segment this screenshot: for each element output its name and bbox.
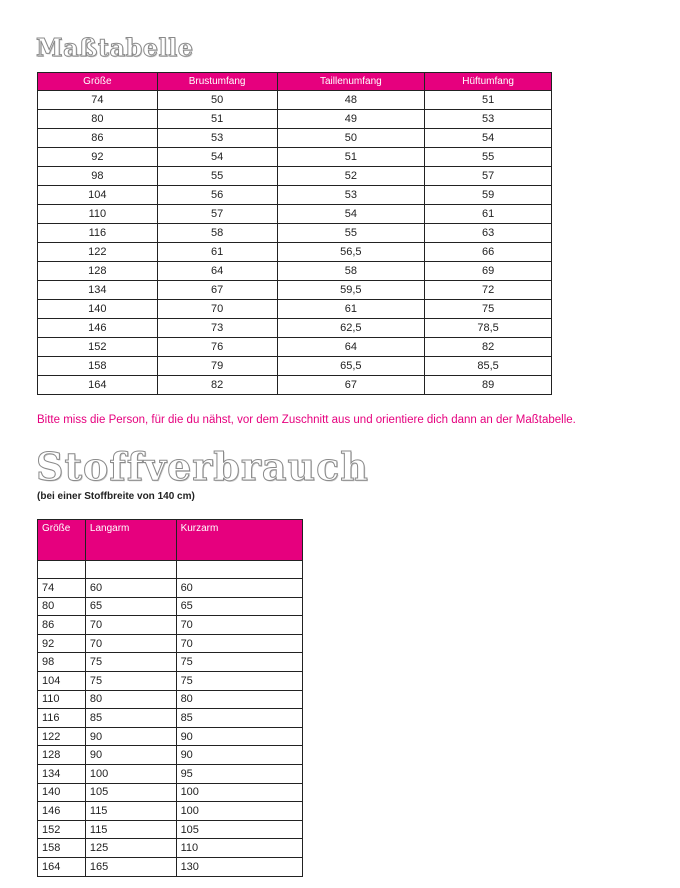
table-cell: 60 bbox=[176, 579, 302, 598]
table-cell: 63 bbox=[425, 224, 552, 243]
table-cell: 59,5 bbox=[277, 281, 425, 300]
table-cell: 89 bbox=[425, 376, 552, 395]
table-cell: 105 bbox=[176, 820, 302, 839]
table-cell: 90 bbox=[85, 727, 176, 746]
table-cell: 58 bbox=[277, 262, 425, 281]
table-cell: 90 bbox=[85, 746, 176, 765]
table-cell: 73 bbox=[157, 319, 277, 338]
table-cell: 152 bbox=[38, 338, 158, 357]
table-cell: 115 bbox=[85, 820, 176, 839]
table-cell: 69 bbox=[425, 262, 552, 281]
table-row bbox=[38, 709, 303, 728]
spacer-cell bbox=[38, 561, 86, 579]
header-chest: Brustumfang bbox=[157, 73, 277, 91]
table-cell: 65 bbox=[85, 597, 176, 616]
table-cell: 51 bbox=[157, 110, 277, 129]
table-cell: 122 bbox=[38, 727, 86, 746]
table-cell: 82 bbox=[425, 338, 552, 357]
table-cell: 76 bbox=[157, 338, 277, 357]
table-cell: 104 bbox=[38, 671, 86, 690]
table-cell: 74 bbox=[38, 91, 158, 110]
table-row bbox=[38, 764, 303, 783]
header-long-sleeve: Langarm bbox=[85, 520, 176, 561]
table-cell: 134 bbox=[38, 281, 158, 300]
table-row bbox=[38, 634, 303, 653]
table-cell: 158 bbox=[38, 357, 158, 376]
table-cell: 92 bbox=[38, 148, 158, 167]
table-cell: 51 bbox=[425, 91, 552, 110]
table-cell: 75 bbox=[176, 653, 302, 672]
table-cell: 165 bbox=[85, 857, 176, 876]
table-row bbox=[38, 376, 552, 395]
table-cell: 70 bbox=[85, 616, 176, 635]
table-row bbox=[38, 820, 303, 839]
table-cell: 100 bbox=[176, 802, 302, 821]
table-cell: 65,5 bbox=[277, 357, 425, 376]
table-cell: 54 bbox=[157, 148, 277, 167]
measurement-table bbox=[37, 72, 552, 395]
table-cell: 90 bbox=[176, 727, 302, 746]
table-row bbox=[38, 727, 303, 746]
table-cell: 54 bbox=[425, 129, 552, 148]
table-row bbox=[38, 357, 552, 376]
table-cell: 57 bbox=[425, 167, 552, 186]
table-row bbox=[38, 783, 303, 802]
table-cell: 70 bbox=[85, 634, 176, 653]
table-cell: 146 bbox=[38, 319, 158, 338]
table-cell: 61 bbox=[277, 300, 425, 319]
table-cell: 72 bbox=[425, 281, 552, 300]
table-cell: 59 bbox=[425, 186, 552, 205]
table-cell: 57 bbox=[157, 205, 277, 224]
table-cell: 62,5 bbox=[277, 319, 425, 338]
spacer-cell bbox=[176, 561, 302, 579]
table-row bbox=[38, 186, 552, 205]
table-cell: 130 bbox=[176, 857, 302, 876]
table-cell: 128 bbox=[38, 746, 86, 765]
table-cell: 146 bbox=[38, 802, 86, 821]
table-cell: 105 bbox=[85, 783, 176, 802]
table-cell: 140 bbox=[38, 300, 158, 319]
table-row bbox=[38, 597, 303, 616]
table-cell: 82 bbox=[157, 376, 277, 395]
table-cell: 74 bbox=[38, 579, 86, 598]
table-cell: 98 bbox=[38, 653, 86, 672]
table-cell: 65 bbox=[176, 597, 302, 616]
table-cell: 92 bbox=[38, 634, 86, 653]
header-hip: Hüftumfang bbox=[425, 73, 552, 91]
table-row bbox=[38, 281, 552, 300]
table-cell: 115 bbox=[85, 802, 176, 821]
table-cell: 116 bbox=[38, 224, 158, 243]
table-row bbox=[38, 857, 303, 876]
table-cell: 122 bbox=[38, 243, 158, 262]
table-cell: 70 bbox=[176, 634, 302, 653]
table-cell: 80 bbox=[38, 597, 86, 616]
fabric-table-header bbox=[38, 520, 303, 561]
table-cell: 75 bbox=[85, 671, 176, 690]
table-cell: 49 bbox=[277, 110, 425, 129]
table-cell: 64 bbox=[157, 262, 277, 281]
table-cell: 53 bbox=[157, 129, 277, 148]
spacer-row bbox=[38, 561, 303, 579]
table-cell: 134 bbox=[38, 764, 86, 783]
table-row bbox=[38, 653, 303, 672]
masstabelle-title: Maßtabelle bbox=[36, 33, 194, 62]
header-waist: Taillenumfang bbox=[277, 73, 425, 91]
table-cell: 85,5 bbox=[425, 357, 552, 376]
table-cell: 53 bbox=[425, 110, 552, 129]
fabric-width-note: (bei einer Stoffbreite von 140 cm) bbox=[37, 491, 195, 502]
fabric-table bbox=[37, 519, 303, 877]
table-row bbox=[38, 579, 303, 598]
table-cell: 86 bbox=[38, 129, 158, 148]
header-size: Größe bbox=[38, 73, 158, 91]
table-row bbox=[38, 205, 552, 224]
table-cell: 98 bbox=[38, 167, 158, 186]
table-cell: 80 bbox=[38, 110, 158, 129]
table-cell: 140 bbox=[38, 783, 86, 802]
spacer-cell bbox=[85, 561, 176, 579]
table-cell: 56 bbox=[157, 186, 277, 205]
table-row bbox=[38, 802, 303, 821]
table-cell: 80 bbox=[85, 690, 176, 709]
table-cell: 54 bbox=[277, 205, 425, 224]
table-row bbox=[38, 746, 303, 765]
table-cell: 116 bbox=[38, 709, 86, 728]
table-cell: 164 bbox=[38, 376, 158, 395]
table-cell: 158 bbox=[38, 839, 86, 858]
table-cell: 104 bbox=[38, 186, 158, 205]
table-cell: 53 bbox=[277, 186, 425, 205]
table-cell: 110 bbox=[38, 690, 86, 709]
table-row bbox=[38, 671, 303, 690]
table-row bbox=[38, 243, 552, 262]
table-cell: 64 bbox=[277, 338, 425, 357]
table-cell: 61 bbox=[157, 243, 277, 262]
table-cell: 128 bbox=[38, 262, 158, 281]
table-cell: 78,5 bbox=[425, 319, 552, 338]
table-row bbox=[38, 110, 552, 129]
table-cell: 85 bbox=[85, 709, 176, 728]
measurement-table-header bbox=[38, 73, 552, 91]
measure-note: Bitte miss die Person, für die du nähst, vor dem Zuschnitt aus und orientiere dich dann an der Maßtabelle. bbox=[37, 414, 576, 426]
table-row bbox=[38, 129, 552, 148]
table-cell: 80 bbox=[176, 690, 302, 709]
table-cell: 56,5 bbox=[277, 243, 425, 262]
table-cell: 110 bbox=[176, 839, 302, 858]
table-row bbox=[38, 300, 552, 319]
table-cell: 67 bbox=[157, 281, 277, 300]
table-cell: 86 bbox=[38, 616, 86, 635]
table-cell: 70 bbox=[157, 300, 277, 319]
table-cell: 55 bbox=[157, 167, 277, 186]
table-row bbox=[38, 148, 552, 167]
table-cell: 110 bbox=[38, 205, 158, 224]
table-row bbox=[38, 224, 552, 243]
table-cell: 70 bbox=[176, 616, 302, 635]
table-cell: 51 bbox=[277, 148, 425, 167]
table-cell: 79 bbox=[157, 357, 277, 376]
table-cell: 164 bbox=[38, 857, 86, 876]
table-cell: 100 bbox=[85, 764, 176, 783]
table-cell: 48 bbox=[277, 91, 425, 110]
table-cell: 85 bbox=[176, 709, 302, 728]
table-row bbox=[38, 616, 303, 635]
table-cell: 61 bbox=[425, 205, 552, 224]
table-cell: 58 bbox=[157, 224, 277, 243]
table-row bbox=[38, 91, 552, 110]
table-cell: 90 bbox=[176, 746, 302, 765]
table-cell: 50 bbox=[277, 129, 425, 148]
table-cell: 50 bbox=[157, 91, 277, 110]
table-cell: 67 bbox=[277, 376, 425, 395]
table-cell: 75 bbox=[85, 653, 176, 672]
table-cell: 100 bbox=[176, 783, 302, 802]
table-row bbox=[38, 262, 552, 281]
header-short-sleeve: Kurzarm bbox=[176, 520, 302, 561]
table-cell: 152 bbox=[38, 820, 86, 839]
table-cell: 55 bbox=[277, 224, 425, 243]
header-size: Größe bbox=[38, 520, 86, 561]
table-row bbox=[38, 167, 552, 186]
table-cell: 125 bbox=[85, 839, 176, 858]
table-row bbox=[38, 690, 303, 709]
table-row bbox=[38, 338, 552, 357]
table-row bbox=[38, 839, 303, 858]
table-cell: 55 bbox=[425, 148, 552, 167]
table-cell: 52 bbox=[277, 167, 425, 186]
stoffverbrauch-title: Stoffverbrauch bbox=[36, 444, 369, 489]
table-cell: 95 bbox=[176, 764, 302, 783]
table-cell: 60 bbox=[85, 579, 176, 598]
table-cell: 75 bbox=[425, 300, 552, 319]
table-cell: 75 bbox=[176, 671, 302, 690]
table-row bbox=[38, 319, 552, 338]
table-cell: 66 bbox=[425, 243, 552, 262]
